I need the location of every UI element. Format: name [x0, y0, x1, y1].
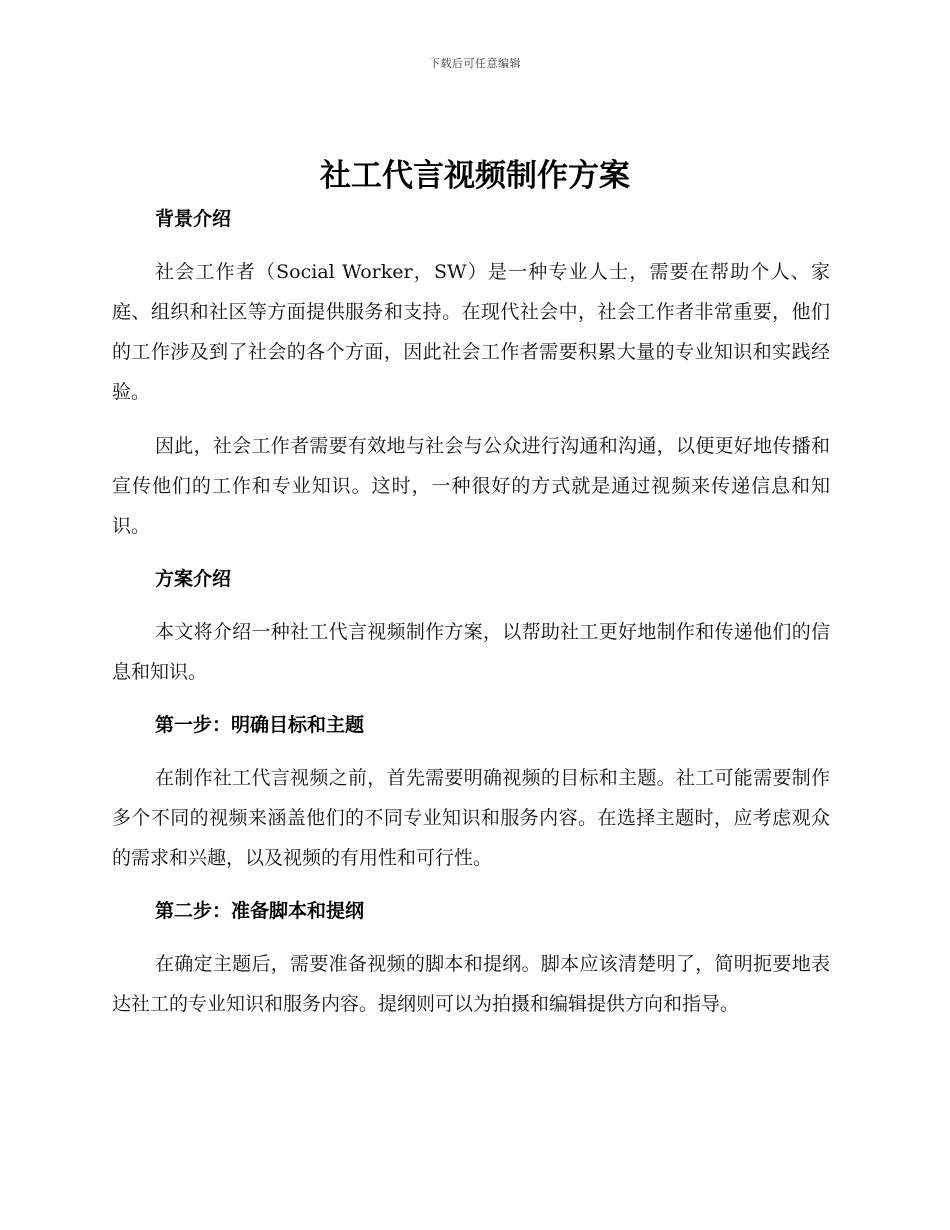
paragraph: 在确定主题后，需要准备视频的脚本和提纲。脚本应该清楚明了，简明扼要地表达社工的专业知识和服务内容。提纲则可以为拍摄和编辑提供方向和指导。: [112, 953, 830, 1015]
paragraph: 在制作社工代言视频之前，首先需要明确视频的目标和主题。社工可能需要制作多个不同的视频来涵盖他们的不同专业知识和服务内容。在选择主题时，应考虑观众的需求和兴趣，以及视频的有用性和可行性。: [112, 767, 830, 869]
paragraph: 因此，社会工作者需要有效地与社会与公众进行沟通和沟通，以便更好地传播和宣传他们的工作和专业知识。这时，一种很好的方式就是通过视频来传递信息和知识。: [112, 435, 830, 537]
section-heading-step-one: 第一步：明确目标和主题: [155, 714, 365, 736]
section-heading-background: 背景介绍: [155, 208, 232, 230]
page-header-note: 下载后可任意编辑: [429, 57, 521, 70]
document-body: [112, 200, 830, 1038]
document-title: 社工代言视频制作方案: [320, 158, 630, 194]
section-heading-plan: 方案介绍: [155, 568, 232, 590]
paragraph: 本文将介绍一种社工代言视频制作方案，以帮助社工更好地制作和传递他们的信息和知识。: [112, 621, 830, 683]
section-heading-step-two: 第二步：准备脚本和提纲: [155, 900, 365, 922]
paragraph: 社会工作者（Social Worker，SW）是一种专业人士，需要在帮助个人、家庭、组织和社区等方面提供服务和支持。在现代社会中，社会工作者非常重要，他们的工作涉及到了社会的各个方面，因此社会工作者需要积累大量的专业知识和实践经验。: [112, 261, 830, 403]
